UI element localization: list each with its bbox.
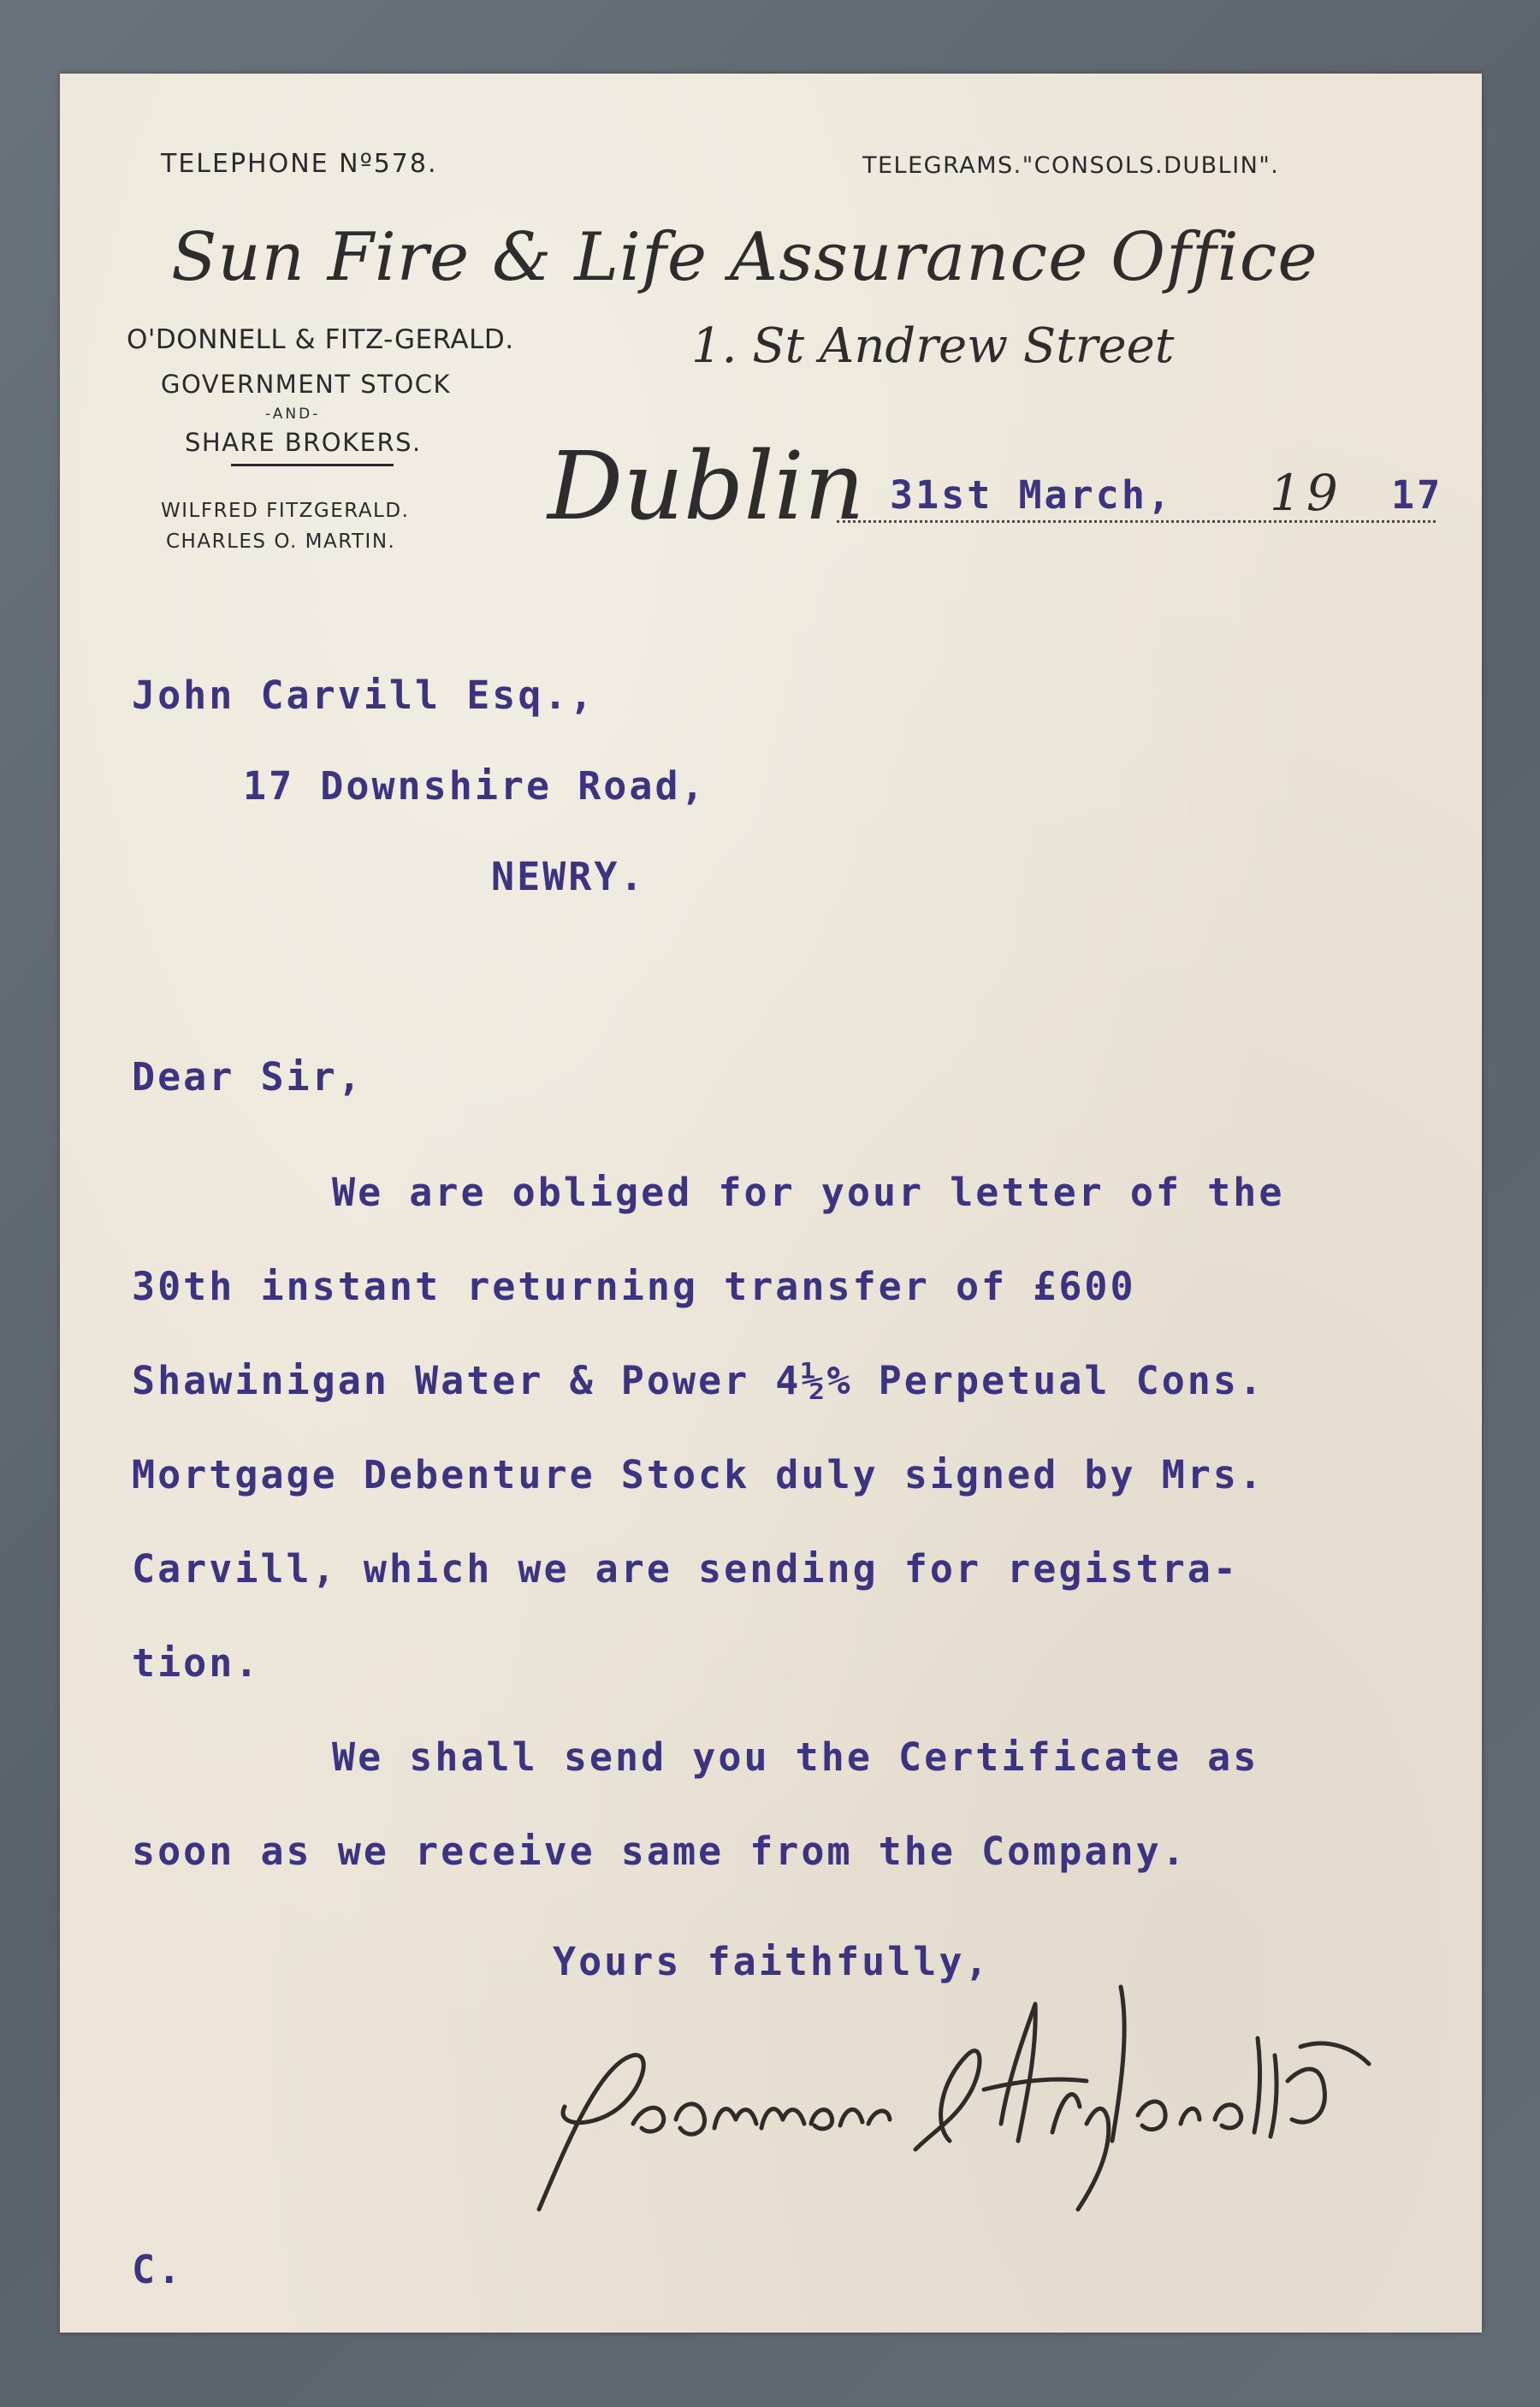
letterhead-partner1: WILFRED FITZGERALD. xyxy=(161,500,410,522)
letterhead-telegrams: TELEGRAMS."CONSOLS.DUBLIN". xyxy=(862,152,1280,179)
body-line: Carvill, which we are sending for registra- xyxy=(132,1546,1239,1592)
recipient-name: John Carvill Esq., xyxy=(132,673,595,718)
recipient-street: 17 Downshire Road, xyxy=(243,763,707,809)
letter-date-year: 17 xyxy=(1391,472,1443,518)
letterhead-city-script: Dublin xyxy=(548,431,865,541)
letterhead-business-line2: SHARE BROKERS. xyxy=(185,428,422,457)
letter-sheet xyxy=(60,74,1482,2333)
letterhead-office-script: Sun Fire & Life Assurance Office xyxy=(171,219,1318,296)
body-line: soon as we receive same from the Company. xyxy=(132,1829,1188,1874)
body-line: 30th instant returning transfer of £600 xyxy=(132,1264,1136,1309)
date-dotted-line xyxy=(837,520,1436,523)
handwritten-signature xyxy=(505,1953,1463,2244)
body-line: Shawinigan Water & Power 4½% Perpetual Cons. xyxy=(132,1358,1265,1403)
letter-body xyxy=(132,1146,1466,1899)
body-line: Mortgage Debenture Stock duly signed by Mrs. xyxy=(132,1452,1265,1497)
typist-initial: C. xyxy=(132,2247,184,2292)
letterhead-rule xyxy=(231,464,394,466)
body-line: We shall send you the Certificate as xyxy=(332,1734,1259,1780)
closing: Yours faithfully, xyxy=(553,1939,991,1984)
letterhead-firm-name: O'DONNELL & FITZ-GERALD. xyxy=(127,324,514,355)
body-line: tion. xyxy=(132,1640,261,1686)
letterhead-street-script: 1. St Andrew Street xyxy=(691,318,1175,374)
letterhead-business-line1: GOVERNMENT STOCK xyxy=(161,370,451,399)
body-line: We are obliged for your letter of the xyxy=(332,1170,1285,1215)
letterhead-partner2: CHARLES O. MARTIN. xyxy=(166,531,396,553)
letterhead-telephone: TELEPHONE Nº578. xyxy=(161,149,438,179)
letter-date-century: 19 xyxy=(1270,464,1343,522)
recipient-town: NEWRY. xyxy=(491,854,646,899)
letter-date-day-month: 31st March, xyxy=(890,472,1174,518)
salutation: Dear Sir, xyxy=(132,1054,364,1100)
letterhead-business-and: -AND- xyxy=(265,406,321,423)
